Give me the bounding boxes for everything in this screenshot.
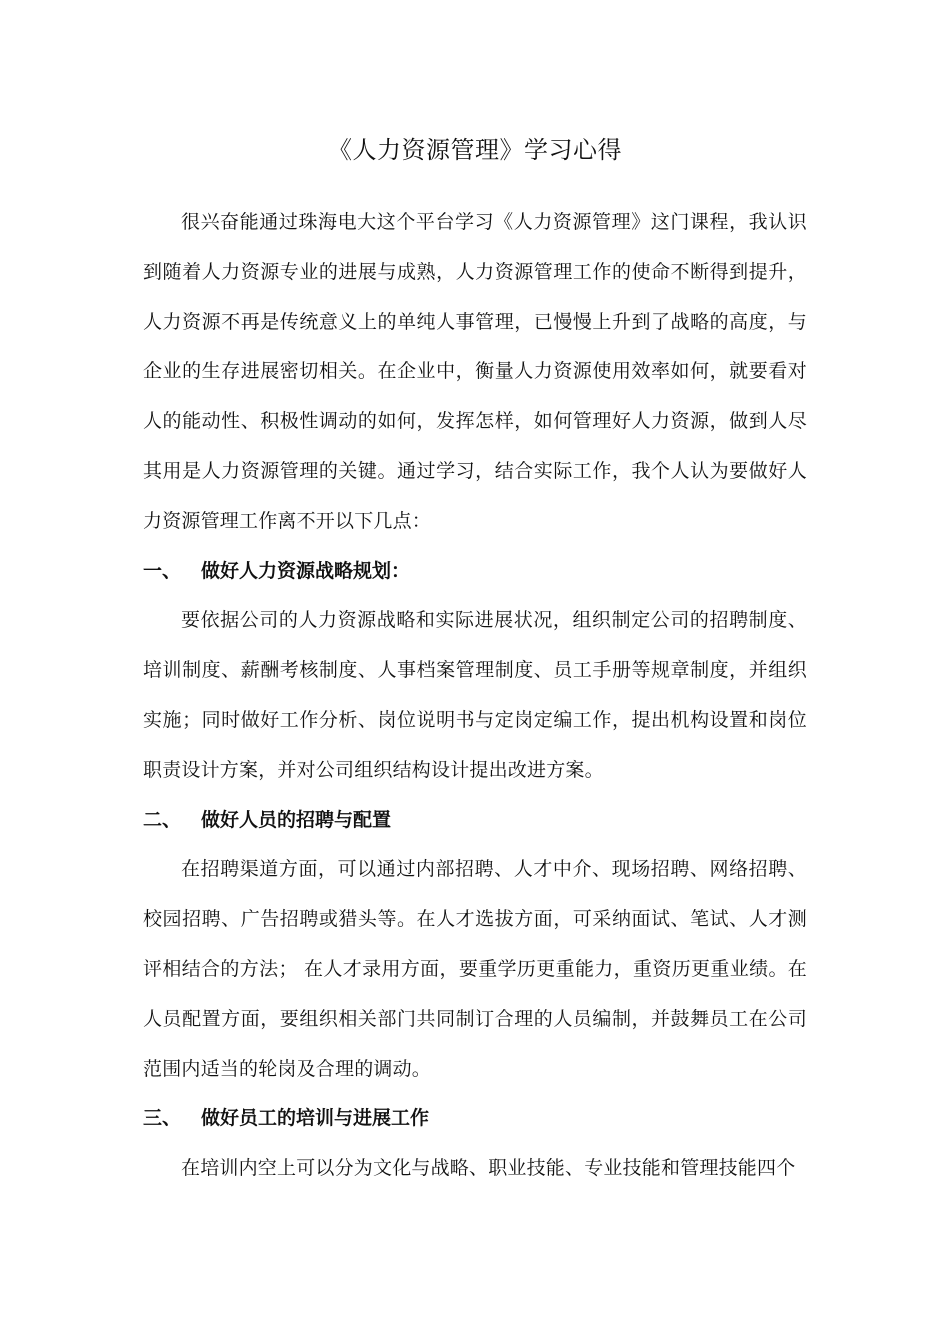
section-heading-3: [143, 1094, 807, 1144]
section-paragraph-2: 在招聘渠道方面，可以通过内部招聘、人才中介、现场招聘、网络招聘、校园招聘、广告招聘或猎头等。在人才选拔方面，可采纳面试、笔试、人才测评相结合的方法； 在人才录用方面，要重学历更重能力，重资历更重业绩。在人员配置方面，要组织相关部门共同制订合理的人员编制，并鼓舞员工在公司范围内适当的轮岗及合理的调动。: [143, 858, 807, 1080]
section-title-2: 做好人员的招聘与配置: [201, 808, 392, 831]
section-heading-1: [143, 547, 807, 597]
section-number-2: 二、: [143, 808, 182, 831]
section-paragraph-1: 要依据公司的人力资源战略和实际进展状况，组织制定公司的招聘制度、培训制度、薪酬考核制度、人事档案管理制度、员工手册等规章制度，并组织实施；同时做好工作分析、岗位说明书与定岗定编工作，提出机构设置和岗位职责设计方案，并对公司组织结构设计提出改进方案。: [143, 609, 807, 781]
section-number-1: 一、: [143, 559, 182, 582]
section-number-3: 三、: [143, 1107, 182, 1130]
document-title: 《人力资源管理》学习心得: [328, 136, 622, 164]
intro-paragraph: 很兴奋能通过珠海电大这个平台学习《人力资源管理》这门课程，我认识到随着人力资源专业的进展与成熟，人力资源管理工作的使命不断得到提升，人力资源不再是传统意义上的单纯人事管理，已慢慢上升到了战略的高度，与企业的生存进展密切相关。在企业中，衡量人力资源使用效率如何，就要看对人的能动性、积极性调动的如何，发挥怎样，如何管理好人力资源，做到人尽其用是人力资源管理的关键。通过学习，结合实际工作，我个人认为要做好人力资源管理工作离不开以下几点：: [143, 211, 807, 532]
section-title-1: 做好人力资源战略规划：: [201, 559, 411, 582]
section-title-3: 做好员工的培训与进展工作: [201, 1107, 430, 1130]
document-body: [143, 198, 807, 1194]
section-paragraph-3: 在培训内空上可以分为文化与战略、职业技能、专业技能和管理技能四个: [181, 1157, 796, 1180]
section-heading-2: [143, 796, 807, 846]
